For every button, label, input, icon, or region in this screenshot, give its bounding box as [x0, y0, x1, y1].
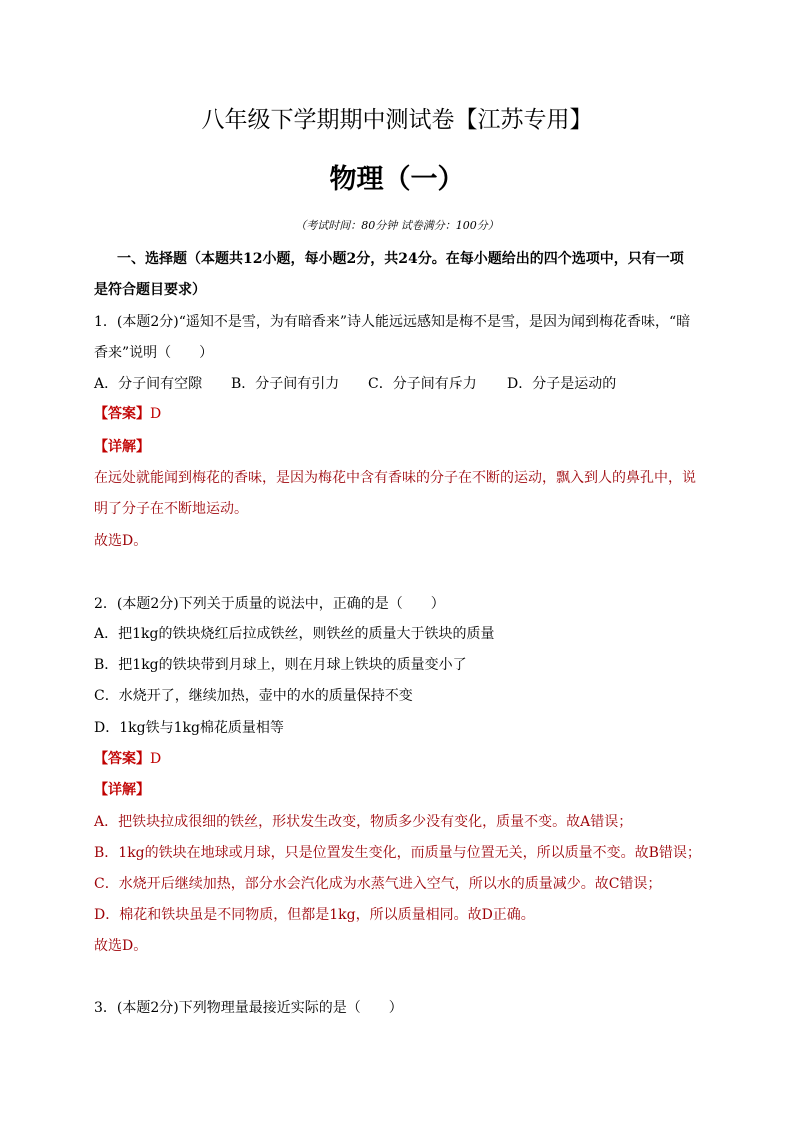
q1-option-a: A．分子间有空隙 [94, 376, 203, 392]
answer-label: 【答案】 [94, 751, 150, 767]
detail-label: 【详解】 [94, 782, 150, 798]
q1-option-b: B．分子间有引力 [231, 376, 340, 392]
q2-answer [94, 748, 161, 768]
q1-detail-line1: 在远处就能闻到梅花的香味，是因为梅花中含有香味的分子在不断的运动，飘入到人的鼻孔中，说 [94, 470, 696, 486]
q2-detail-b: B．1kg的铁块在地球或月球，只是位置发生变化，而质量与位置无关，所以质量不变。故B错误； [94, 845, 701, 861]
q1-detail-label [94, 436, 150, 456]
answer-label: 【答案】 [94, 406, 150, 422]
answer-value: D [150, 751, 162, 767]
q2-detail-a: A．把铁块拉成很细的铁丝，形状发生改变，物质多少没有变化，质量不变。故A错误； [94, 814, 633, 830]
q2-conclusion: 故选D。 [94, 938, 148, 954]
q1-option-d: D．分子是运动的 [507, 376, 617, 392]
section-heading-line1: 一、选择题（本题共12小题，每小题2分，共24分。在每小题给出的四个选项中，只有一项 [117, 251, 684, 267]
answer-value: D [150, 406, 162, 422]
q1-stem-line2: 香来”说明（ ） [94, 345, 214, 361]
q2-detail-label [94, 779, 150, 799]
q2-option-d: D．1kg铁与1kg棉花质量相等 [94, 720, 284, 736]
q2-option-b: B．把1kg的铁块带到月球上，则在月球上铁块的质量变小了 [94, 657, 467, 673]
q1-detail-line2: 明了分子在不断地运动。 [94, 501, 248, 517]
q1-answer [94, 403, 161, 423]
q2-option-a: A．把1kg的铁块烧红后拉成铁丝，则铁丝的质量大于铁块的质量 [94, 626, 495, 642]
q2-detail-d: D．棉花和铁块虽是不同物质，但都是1kg，所以质量相同。故D正确。 [94, 907, 535, 923]
q1-conclusion: 故选D。 [94, 533, 148, 549]
page-title: 八年级下学期期中测试卷【江苏专用】 [201, 107, 593, 133]
q2-stem: 2．(本题2分)下列关于质量的说法中，正确的是（ ） [94, 596, 445, 612]
detail-label: 【详解】 [94, 439, 150, 455]
q2-detail-c: C．水烧开后继续加热，部分水会汽化成为水蒸气进入空气，所以水的质量减少。故C错误； [94, 876, 662, 892]
page-subtitle: 物理（一） [329, 164, 465, 195]
q2-option-c: C．水烧开了，继续加热，壶中的水的质量保持不变 [94, 688, 413, 704]
q1-option-c: C．分子间有斥力 [368, 376, 477, 392]
exam-meta: （考试时间：80分钟 试卷满分：100分） [295, 219, 499, 232]
section-heading-line2: 是符合题目要求） [94, 282, 206, 298]
q1-stem-line1: 1．(本题2分)“遥知不是雪，为有暗香来”诗人能远远感知是梅不是雪，是因为闻到梅花香味，“暗 [94, 314, 691, 330]
q3-stem: 3．(本题2分)下列物理量最接近实际的是（ ） [94, 1000, 403, 1016]
